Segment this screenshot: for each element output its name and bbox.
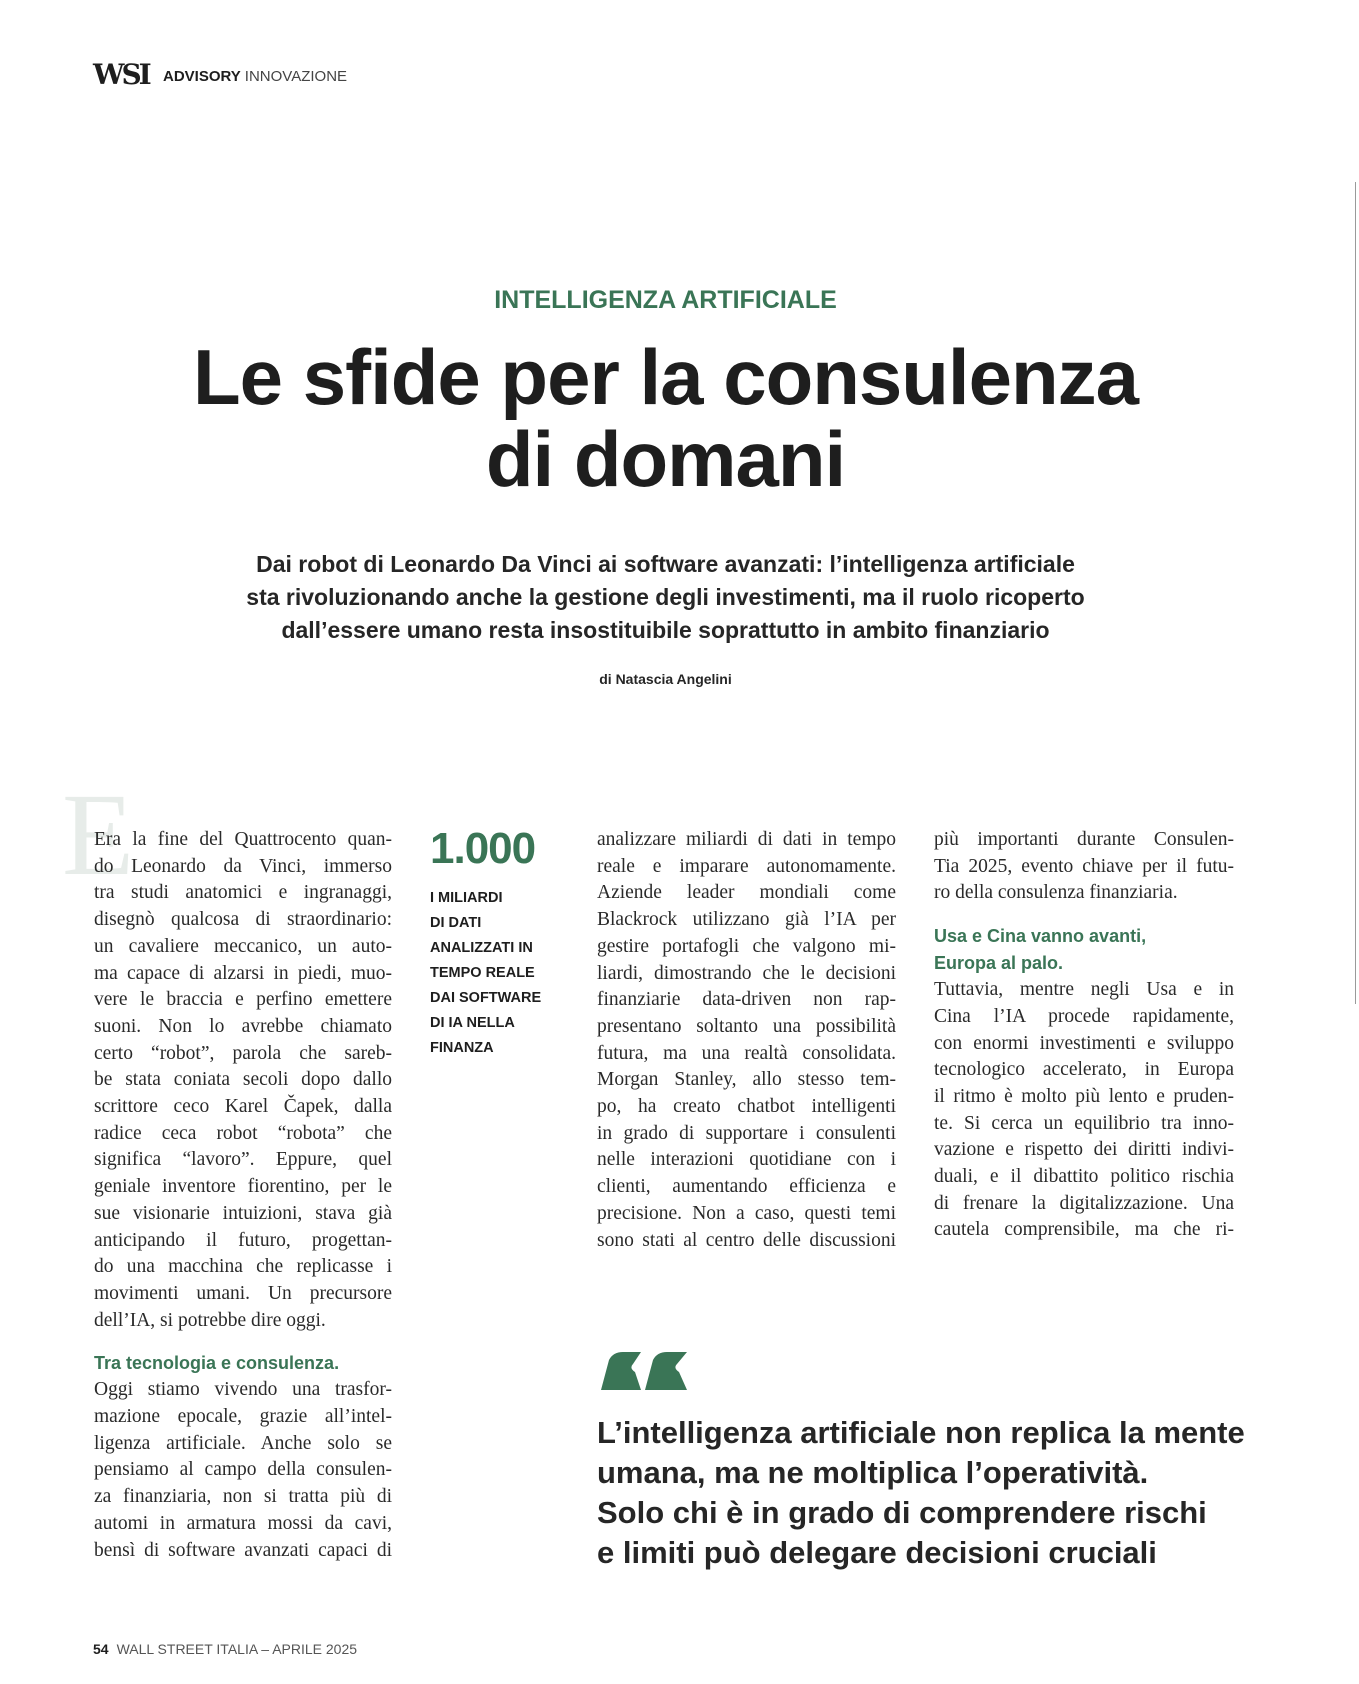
pull-quote [597, 1413, 1245, 1573]
article-kicker: INTELLIGENZA ARTIFICIALE [494, 286, 837, 314]
text-line: sono stati al centro delle discussioni [597, 1229, 896, 1251]
subhead-usa-cina [934, 923, 1234, 977]
section-label-bold: ADVISORY [163, 68, 241, 85]
text-line: vazione e rispetto dei diritti indivi- [934, 1139, 1234, 1161]
text-line: DI DATI [430, 915, 482, 931]
article-byline: di Natascia Angelini [599, 671, 732, 687]
text-line: bensì di software avanzati capaci di [94, 1539, 392, 1561]
text-line: più importanti durante Consulen- [934, 829, 1234, 850]
deck-line: sta rivoluzionando anche la gestione degli investimenti, ma il ruolo ricoperto [246, 584, 1085, 610]
publication-logo: WSI [93, 58, 149, 91]
text-line: Solo chi è in grado di comprendere rischi [597, 1495, 1207, 1530]
text-line: Oggi stiamo vivendo una trasfor- [94, 1379, 392, 1401]
footer-publication: WALL STREET ITALIA – APRILE 2025 [116, 1641, 358, 1657]
text-line: Usa e Cina vanno avanti, [934, 926, 1147, 947]
paragraph-consulentia [934, 827, 1234, 907]
page-edge-rule [1355, 182, 1356, 1004]
page-number: 54 [93, 1641, 109, 1657]
paragraph-intro [94, 827, 392, 1334]
text-line: ro della consulenza finanziaria. [934, 882, 1178, 904]
text-line: do una macchina che replicasse i [94, 1256, 392, 1278]
text-line: ANALIZZATI IN [430, 940, 533, 956]
text-line: ma capace di alzarsi in piedi, muo- [94, 962, 392, 984]
text-line: DI IA NELLA [430, 1015, 515, 1031]
text-line: cautela comprensibile, ma che ri- [934, 1219, 1234, 1241]
subhead-technology: Tra tecnologia e consulenza. [94, 1353, 340, 1374]
text-line: con enormi investimenti e sviluppo [934, 1032, 1234, 1054]
body-column-3 [597, 827, 896, 1254]
article-title [0, 333, 1331, 503]
page-footer [93, 1641, 357, 1657]
text-line: suoni. Non lo avrebbe chiamato [94, 1015, 392, 1037]
text-line: precisione. Non a caso, questi temi [597, 1202, 896, 1224]
text-line: radice ceca robot “robota” che [94, 1122, 392, 1144]
text-line: movimenti umani. Un precursore [94, 1282, 392, 1304]
deck-line: Dai robot di Leonardo Da Vinci ai software avanzati: l’intelligenza artificiale [256, 551, 1075, 577]
text-line: po, ha creato chatbot intelligenti [597, 1096, 896, 1118]
text-line: pensiamo al campo della consulen- [94, 1459, 392, 1481]
text-line: L’intelligenza artificiale non replica la mente [597, 1415, 1245, 1450]
section-label-sub: INNOVAZIONE [244, 68, 348, 85]
text-line: umana, ma ne moltiplica l’operatività. [597, 1455, 1149, 1490]
title-line: Le sfide per la consulenza [193, 333, 1138, 421]
text-line: Blackrock utilizzano già l’IA per [597, 909, 896, 931]
text-line: gestire portafogli che valgono mi- [597, 935, 896, 957]
quote-mark-icon [597, 1350, 692, 1390]
text-line: scrittore ceco Karel Čapek, dalla [94, 1096, 392, 1118]
text-line: ligenza artificiale. Anche solo se [94, 1432, 392, 1454]
text-line: Tia 2025, evento chiave per il futu- [934, 855, 1234, 877]
drop-cap: E [62, 769, 135, 900]
text-line: Cina l’IA procede rapidamente, [934, 1005, 1234, 1027]
text-line: reale e imparare autonomamente. [597, 855, 896, 877]
text-line: disegnò qualcosa di straordinario: [94, 909, 392, 931]
text-line: do Leonardo da Vinci, immerso [94, 855, 392, 877]
text-line: mazione epocale, grazie all’intel- [94, 1406, 392, 1428]
paragraph-europe [934, 977, 1234, 1244]
text-line: dell’IA, si potrebbe dire oggi. [94, 1309, 326, 1331]
stat-value: 1.000 [430, 824, 536, 873]
text-line: clienti, aumentando efficienza e [597, 1176, 896, 1198]
text-line: tecnologico accelerato, in Europa [934, 1059, 1234, 1081]
text-line: be stata coniata secoli dopo dallo [94, 1069, 392, 1091]
text-line: finanziarie data-driven non rap- [597, 989, 896, 1011]
text-line: tra studi anatomici e ingranaggi, [94, 882, 392, 904]
text-line: certo “robot”, parola che sareb- [94, 1042, 392, 1064]
text-line: DAI SOFTWARE [430, 990, 542, 1006]
text-line: Era la fine del Quattrocento quan- [94, 829, 392, 850]
text-line: te. Si cerca un equilibrio tra inno- [934, 1112, 1234, 1134]
text-line: FINANZA [430, 1040, 494, 1056]
text-line: significa “lavoro”. Eppure, quel [94, 1149, 392, 1171]
text-line: TEMPO REALE [430, 965, 535, 981]
text-line: un cavaliere meccanico, un auto- [94, 935, 392, 957]
text-line: analizzare miliardi di dati in tempo [597, 829, 896, 850]
article-deck [0, 548, 1331, 647]
text-line: duali, e il dibattito politico rischia [934, 1166, 1234, 1188]
body-column-1 [94, 827, 392, 1564]
text-line: in grado di supportare i consulenti [597, 1122, 896, 1144]
section-label [163, 68, 347, 85]
text-line: futura, ma una realtà consolidata. [597, 1042, 896, 1064]
text-line: sue visionarie intuizioni, stava già [94, 1202, 392, 1224]
paragraph-continued [597, 827, 896, 1254]
text-line: Morgan Stanley, allo stesso tem- [597, 1069, 896, 1091]
paragraph-technology [94, 1377, 392, 1564]
stat-label [430, 886, 541, 1061]
text-line: anticipando il futuro, progettan- [94, 1229, 392, 1251]
text-line: Europa al palo. [934, 953, 1064, 974]
text-line: presentano soltanto una possibilità [597, 1015, 896, 1037]
text-line: di frenare la digitalizzazione. Una [934, 1192, 1234, 1214]
text-line: il ritmo è molto più lento e pruden- [934, 1085, 1234, 1107]
text-line: automi in armatura mossi da cavi, [94, 1512, 392, 1534]
text-line: nelle interazioni quotidiane con i [597, 1149, 896, 1171]
text-line: e limiti può delegare decisioni cruciali [597, 1535, 1157, 1570]
body-column-4 [934, 827, 1234, 1244]
text-line: za finanziaria, non si tratta più di [94, 1486, 392, 1508]
text-line: Aziende leader mondiali come [597, 882, 896, 904]
text-line: geniale inventore fiorentino, per le [94, 1176, 392, 1198]
text-line: Tuttavia, mentre negli Usa e in [934, 979, 1234, 1001]
deck-line: dall’essere umano resta insostituibile soprattutto in ambito finanziario [281, 617, 1050, 643]
text-line: vere le braccia e perfino emettere [94, 989, 392, 1011]
title-line: di domani [485, 415, 846, 503]
text-line: I MILIARDI [430, 890, 503, 906]
text-line: liardi, dimostrando che le decisioni [597, 962, 896, 984]
